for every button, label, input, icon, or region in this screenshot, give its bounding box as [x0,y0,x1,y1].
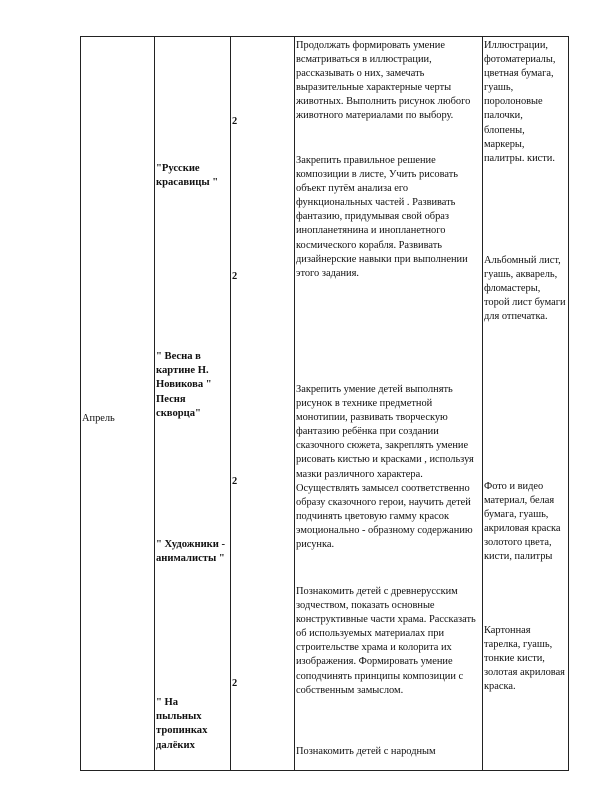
column-divider-goals [482,36,483,771]
materials-cell-2: Альбомный лист, гуашь, акварель, фломастеры, торой лист бумаги для отпечатка. [484,255,566,323]
materials-cell-1: Иллюстрации, фотоматериалы, цветная бумага, гуашь, поролоновые палочки, блопены, маркеры, палитры. кисти. [484,40,556,164]
goals-cell-continued: Познакомить детей с народным [296,746,436,757]
topic-cell-1: "Русские красавицы " [156,163,219,189]
table-left-border [80,36,81,771]
month-cell: Апрель [82,413,115,424]
hours-cell-2: 2 [232,271,238,282]
topic-cell-4: " На пыльных тропинках далёких [156,697,208,751]
goals-cell-4: Познакомить детей с древнерусским зодчеством, показать основные конструктивные части храма. Рассказать об используемых материалах при строительстве храма и колорита их изображения. Формировать умение соподчинять принципы композиции с собственным замыслом. [296,586,476,696]
topic-cell-2: " Весна в картине Н. Новикова " Песня скворца" [156,351,212,419]
goals-cell-1: Продолжать формировать умение всматриваться в иллюстрации, рассказывать о них, замечать выразительные характерные черты животных. Выполнить рисунок любого животного материалами по выбору. [296,40,471,122]
column-divider-topic [230,36,231,771]
hours-cell-3: 2 [232,476,238,487]
hours-cell-4: 2 [232,678,238,689]
materials-cell-4: Картонная тарелка, гуашь, тонкие кисти, золотая акриловая краска. [484,625,565,693]
goals-cell-3: Закрепить умение детей выполнять рисунок в технике предметной монотипии, развивать творческую фантазию ребёнка при создании сказочного сюжета, закреплять умение рисовать кистью и красками , используя мазки различного характера. Осуществлять замысел соответственно образу сказочного герои, научить детей подчинять цветовую гамму красок эмоционально - образному содержанию рисунка. [296,384,474,551]
materials-cell-3: Фото и видео материал, белая бумага, гуашь, акриловая краска золотого цвета, кисти, палитры [484,481,561,563]
column-divider-hours [294,36,295,771]
hours-cell-1: 2 [232,116,238,127]
goals-cell-2: Закрепить правильное решение композиции в листе, Учить рисовать объект путём анализа его функциональных частей . Развивать фантазию, придумывая свой образ инопланетянина и инопланетного космического корабля. Развивать дизайнерские навыки при выполнении этого задания. [296,155,468,279]
table-right-border [568,36,569,771]
column-divider-month [154,36,155,771]
topic-cell-3: " Художники - анималисты " [156,539,226,565]
